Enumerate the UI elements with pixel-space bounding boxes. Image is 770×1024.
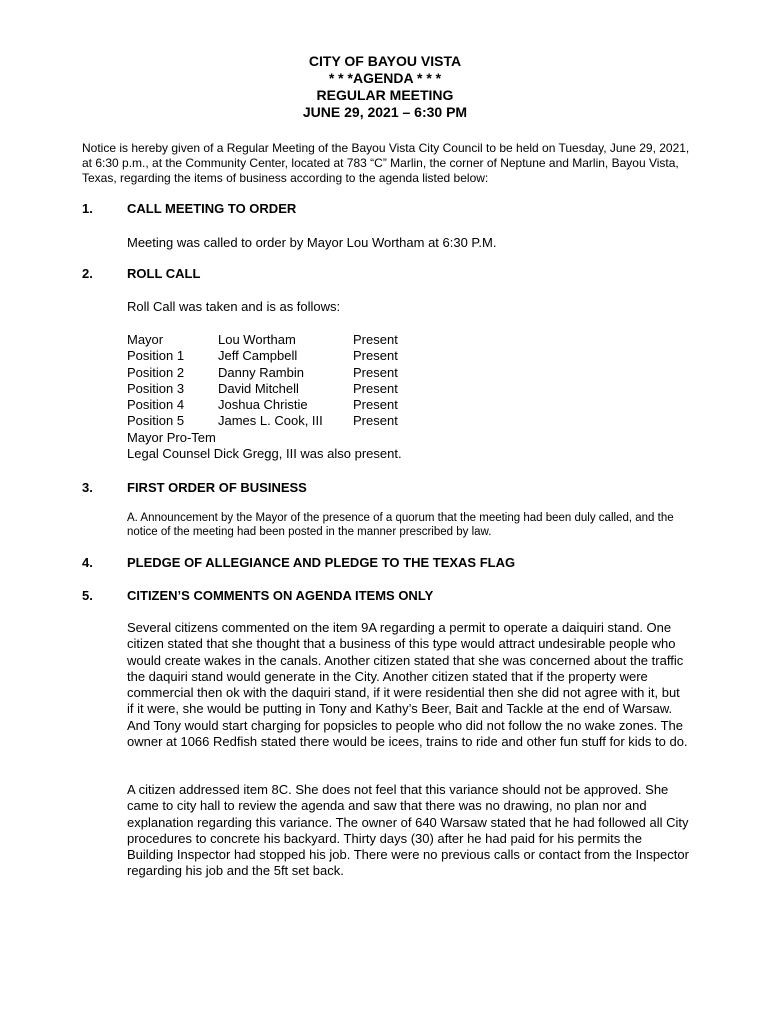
roll-name: Danny Rambin xyxy=(218,364,304,380)
notice-paragraph: Notice is hereby given of a Regular Meeting of the Bayou Vista City Council to be held on Tuesday, June 29, 2021, at 6:30 p.m., at the Community Center, located at 783 “C” Marlin, the corner of Neptune and Marlin, Bayou Vista, Texas, regarding the items of business according to the agenda listed below: xyxy=(82,141,690,185)
section-5-paragraph-1: Several citizens commented on the item 9A regarding a permit to operate a daiquiri stand. One citizen stated that she thought that a business of this type would attract undesirable people who would create wakes in the canals. Another citizen stated that she was concerned about the traffic the daquiri stand would generate in the City. Another citizen stated that if the property were commercial then ok with the daquiri stand, if it were residential then she did not agree with it, but if it were, she would be putting in Tony and Kathy’s Beer, Bait and Tackle at the end of Warsaw. And Tony would start charging for popsicles to people who did not follow the no wake zones. The owner at 1066 Redfish stated there would be icees, trains to ride and other fun stuff for kids to do. xyxy=(127,620,688,750)
roll-status: Present xyxy=(353,332,398,347)
roll-position: Position 2 xyxy=(127,364,185,380)
roll-name: Lou Wortham xyxy=(218,332,296,347)
section-5-number: 5. xyxy=(82,588,93,603)
roll-name: David Mitchell xyxy=(218,380,299,396)
section-2-body: Roll Call was taken and is as follows: xyxy=(127,299,341,314)
roll-status: Present xyxy=(353,397,398,413)
section-3-body: A. Announcement by the Mayor of the presence of a quorum that the meeting had been duly called, and the notice of the meeting had been posted in the manner prescribed by law. xyxy=(127,512,674,538)
section-4-number: 4. xyxy=(82,555,93,570)
meeting-date: JUNE 29, 2021 – 6:30 PM xyxy=(302,104,468,120)
roll-status: Present xyxy=(353,364,398,380)
roll-position: Position 1 xyxy=(127,348,185,364)
roll-position: Position 5 xyxy=(127,413,185,429)
roll-position: Mayor xyxy=(127,332,164,347)
section-4-title: PLEDGE OF ALLEGIANCE AND PLEDGE TO THE TEXAS FLAG xyxy=(127,555,516,570)
section-1-number: 1. xyxy=(82,201,93,216)
section-1-body: Meeting was called to order by Mayor Lou Wortham at 6:30 P.M. xyxy=(127,235,497,250)
roll-position: Position 3 xyxy=(127,380,185,396)
roll-name: Joshua Christie xyxy=(218,397,308,413)
section-2-title: ROLL CALL xyxy=(127,266,201,281)
agenda-title: * * *AGENDA * * * xyxy=(328,70,442,86)
mayor-pro-tem: Mayor Pro-Tem xyxy=(127,429,216,445)
roll-position: Position 4 xyxy=(127,397,185,413)
legal-counsel-note: Legal Counsel Dick Gregg, III was also present. xyxy=(127,446,402,462)
document-header xyxy=(0,53,770,121)
roll-call-table xyxy=(127,332,402,462)
section-5-title: CITIZEN’S COMMENTS ON AGENDA ITEMS ONLY xyxy=(127,588,434,603)
roll-call-row xyxy=(127,381,402,397)
roll-name: James L. Cook, III xyxy=(218,413,323,429)
section-2-number: 2. xyxy=(82,266,93,281)
roll-call-row xyxy=(127,365,402,381)
section-1-title: CALL MEETING TO ORDER xyxy=(127,201,297,216)
roll-status: Present xyxy=(353,413,398,429)
section-5-paragraph-2: A citizen addressed item 8C. She does not feel that this variance should not be approved. She came to city hall to review the agenda and saw that there was no drawing, no plan nor and explanation regarding this variance. The owner of 640 Warsaw stated that he had followed all City procedures to concrete his backyard. Thirty days (30) after he had paid for his permits the Building Inspector had stopped his job. There were no previous calls or contact from the Inspector regarding his job and the 5ft set back. xyxy=(127,782,689,879)
roll-name: Jeff Campbell xyxy=(218,348,298,364)
roll-call-row xyxy=(127,348,402,364)
city-title: CITY OF BAYOU VISTA xyxy=(308,53,462,69)
roll-call-row xyxy=(127,413,402,429)
section-3-title: FIRST ORDER OF BUSINESS xyxy=(127,480,307,495)
section-3-number: 3. xyxy=(82,480,93,495)
roll-call-row xyxy=(127,332,402,348)
roll-status: Present xyxy=(353,348,398,364)
meeting-type: REGULAR MEETING xyxy=(316,87,454,103)
roll-call-row xyxy=(127,397,402,413)
roll-status: Present xyxy=(353,380,398,396)
